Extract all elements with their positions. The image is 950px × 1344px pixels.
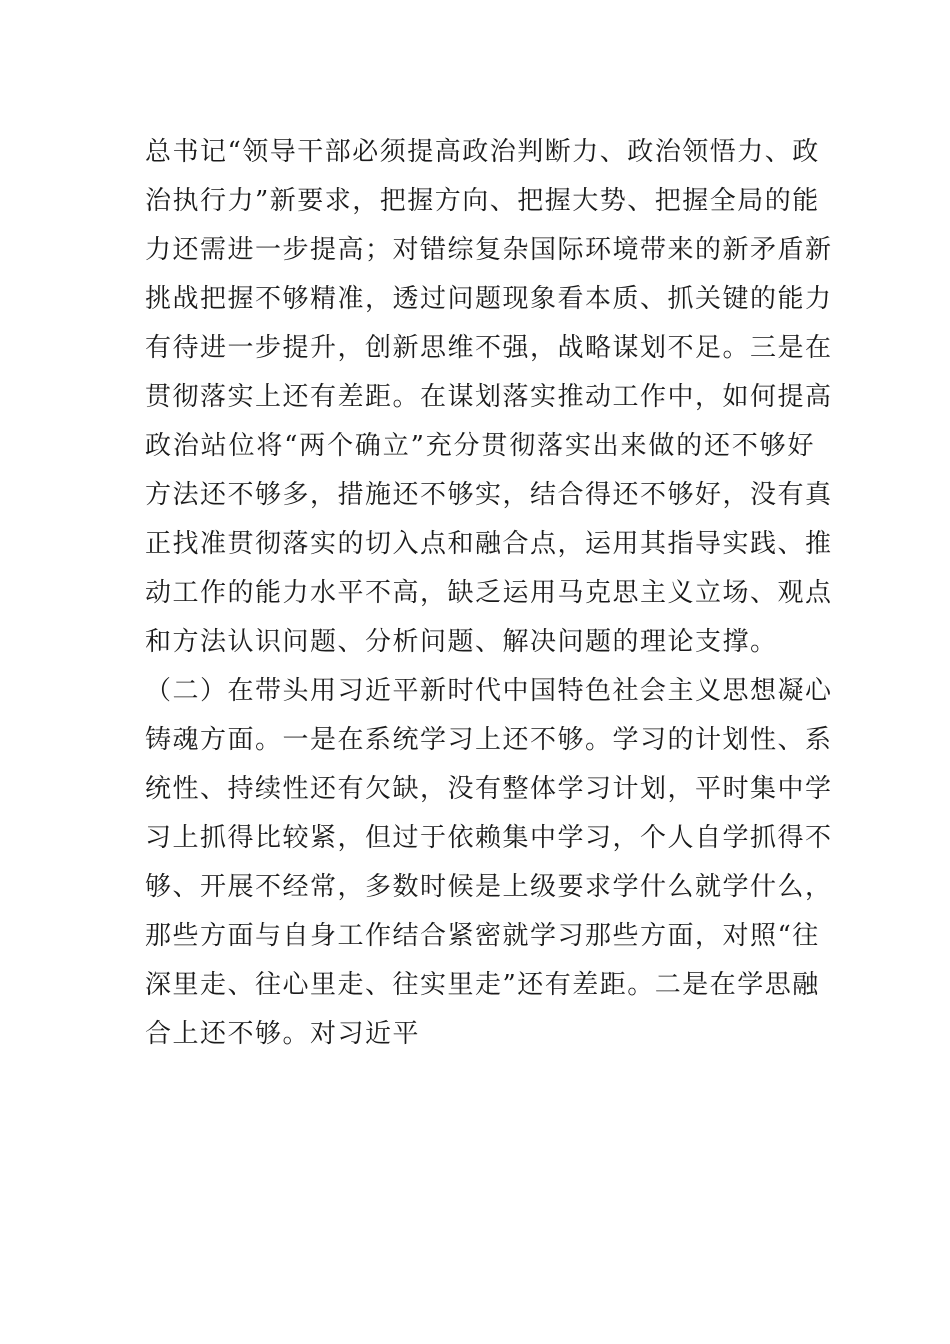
text-line: 正找准贯彻落实的切入点和融合点，运用其指导实践、推 <box>145 529 833 559</box>
text-line: 够、开展不经常，多数时候是上级要求学什么就学什么， <box>145 872 833 902</box>
text-line: 挑战把握不够精准，透过问题现象看本质、抓关键的能力 <box>145 284 833 314</box>
text-line: 那些方面与自身工作结合紧密就学习那些方面，对照“往 <box>145 921 820 951</box>
text-line: 铸魂方面。一是在系统学习上还不够。学习的计划性、系 <box>145 725 833 755</box>
section-heading-line: （二）在带头用习近平新时代中国特色社会主义思想凝心 <box>145 676 833 706</box>
text-line: 习上抓得比较紧，但过于依赖集中学习，个人自学抓得不 <box>145 823 833 853</box>
text-line: 力还需进一步提高；对错综复杂国际环境带来的新矛盾新 <box>145 235 833 265</box>
body-text <box>145 128 833 1059</box>
text-line: 合上还不够。对习近平 <box>145 1019 421 1049</box>
text-line: 方法还不够多，措施还不够实，结合得还不够好，没有真 <box>145 480 833 510</box>
text-line: 总书记“领导干部必须提高政治判断力、政治领悟力、政 <box>145 137 820 167</box>
text-line: 贯彻落实上还有差距。在谋划落实推动工作中，如何提高 <box>145 382 833 412</box>
text-line: 深里走、往心里走、往实里走”还有差距。二是在学思融 <box>145 970 820 1000</box>
text-line: 和方法认识问题、分析问题、解决问题的理论支撑。 <box>145 627 778 657</box>
text-line: 有待进一步提升，创新思维不强，战略谋划不足。三是在 <box>145 333 833 363</box>
text-line: 政治站位将“两个确立”充分贯彻落实出来做的还不够好 <box>145 431 815 461</box>
text-line: 动工作的能力水平不高，缺乏运用马克思主义立场、观点 <box>145 578 833 608</box>
text-line: 统性、持续性还有欠缺，没有整体学习计划，平时集中学 <box>145 774 833 804</box>
text-line: 治执行力”新要求，把握方向、把握大势、把握全局的能 <box>145 186 820 216</box>
